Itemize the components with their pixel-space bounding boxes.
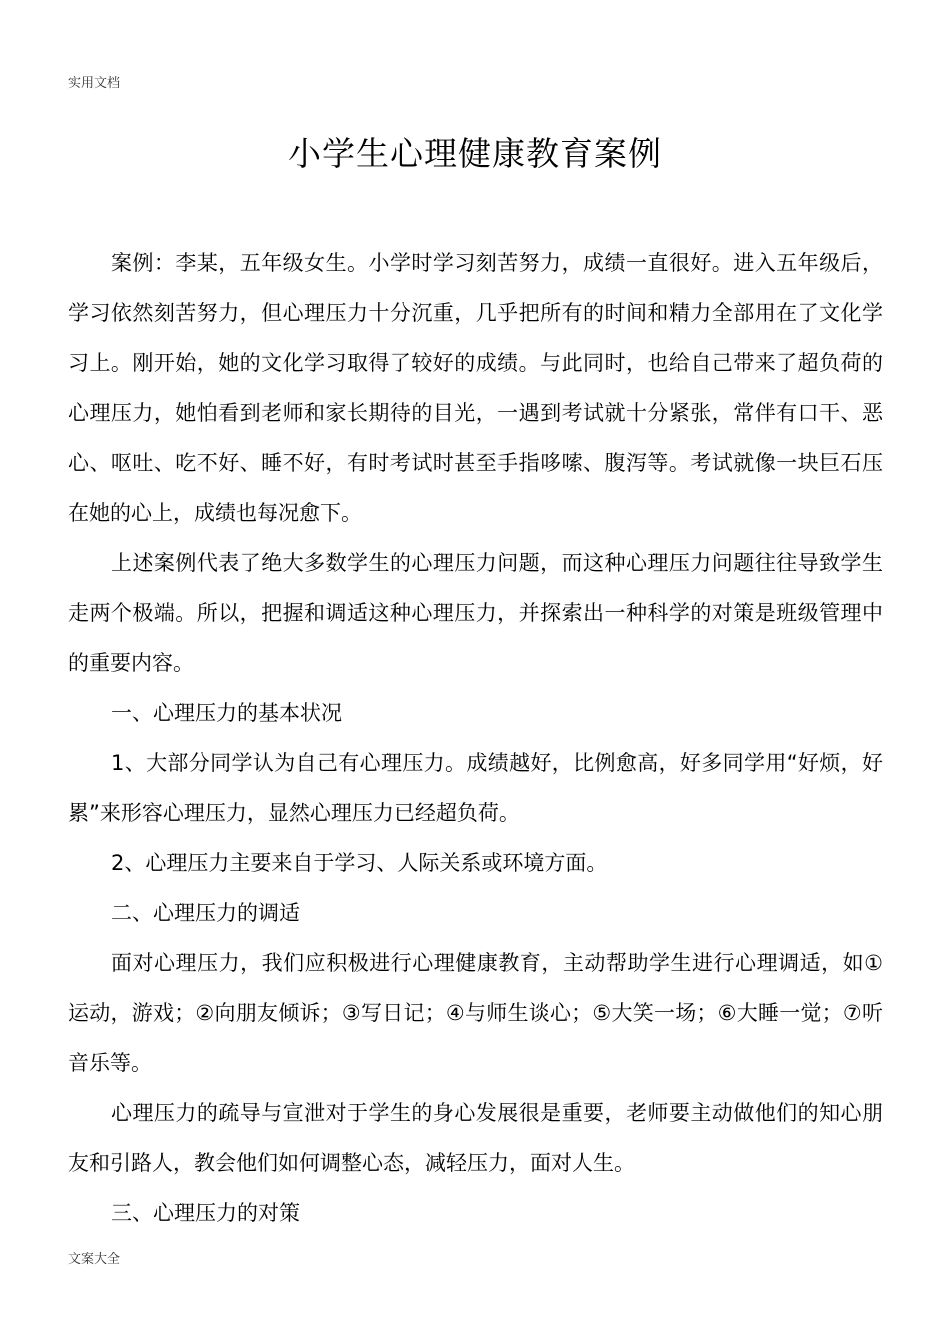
section-heading-2: 二、心理压力的调适	[111, 901, 300, 925]
document-title: 小学生心理健康教育案例	[288, 134, 662, 173]
paragraph-adjustment-methods: 面对心理压力，我们应积极进行心理健康教育，主动帮助学生进行心理调适，如①运动，游戏；②向朋友倾诉；③写日记；④与师生谈心；⑤大笑一场；⑥大睡一觉；⑦听音乐等。	[68, 951, 883, 1075]
page-footer: 文案大全	[68, 1252, 121, 1267]
section-heading-3: 三、心理压力的对策	[111, 1201, 300, 1225]
paragraph-point-1: 1、大部分同学认为自己有心理压力。成绩越好，比例愈高，好多同学用“好烦，好累”来形容心理压力，显然心理压力已经超负荷。	[68, 751, 883, 825]
section-heading-1: 一、心理压力的基本状况	[111, 701, 342, 725]
paragraph-case-analysis: 上述案例代表了绝大多数学生的心理压力问题，而这种心理压力问题往往导致学生走两个极端。所以，把握和调适这种心理压力，并探索出一种科学的对策是班级管理中的重要内容。	[68, 551, 883, 675]
paragraph-point-2: 2、心理压力主要来自于学习、人际关系或环境方面。	[111, 851, 608, 875]
paragraph-case-description: 案例：李某，五年级女生。小学时学习刻苦努力，成绩一直很好。进入五年级后，学习依然刻苦努力，但心理压力十分沉重，几乎把所有的时间和精力全部用在了文化学习上。刚开始，她的文化学习取得了较好的成绩。与此同时，也给自己带来了超负荷的心理压力，她怕看到老师和家长期待的目光，一遇到考试就十分紧张，常伴有口干、恶心、呕吐、吃不好、睡不好，有时考试时甚至手指哆嗦、腹泻等。考试就像一块巨石压在她的心上，成绩也每况愈下。	[68, 251, 883, 525]
page-header: 实用文档	[68, 76, 121, 91]
paragraph-guidance: 心理压力的疏导与宣泄对于学生的身心发展很是重要，老师要主动做他们的知心朋友和引路人，教会他们如何调整心态，减轻压力，面对人生。	[68, 1101, 883, 1175]
document-body	[68, 238, 883, 1238]
